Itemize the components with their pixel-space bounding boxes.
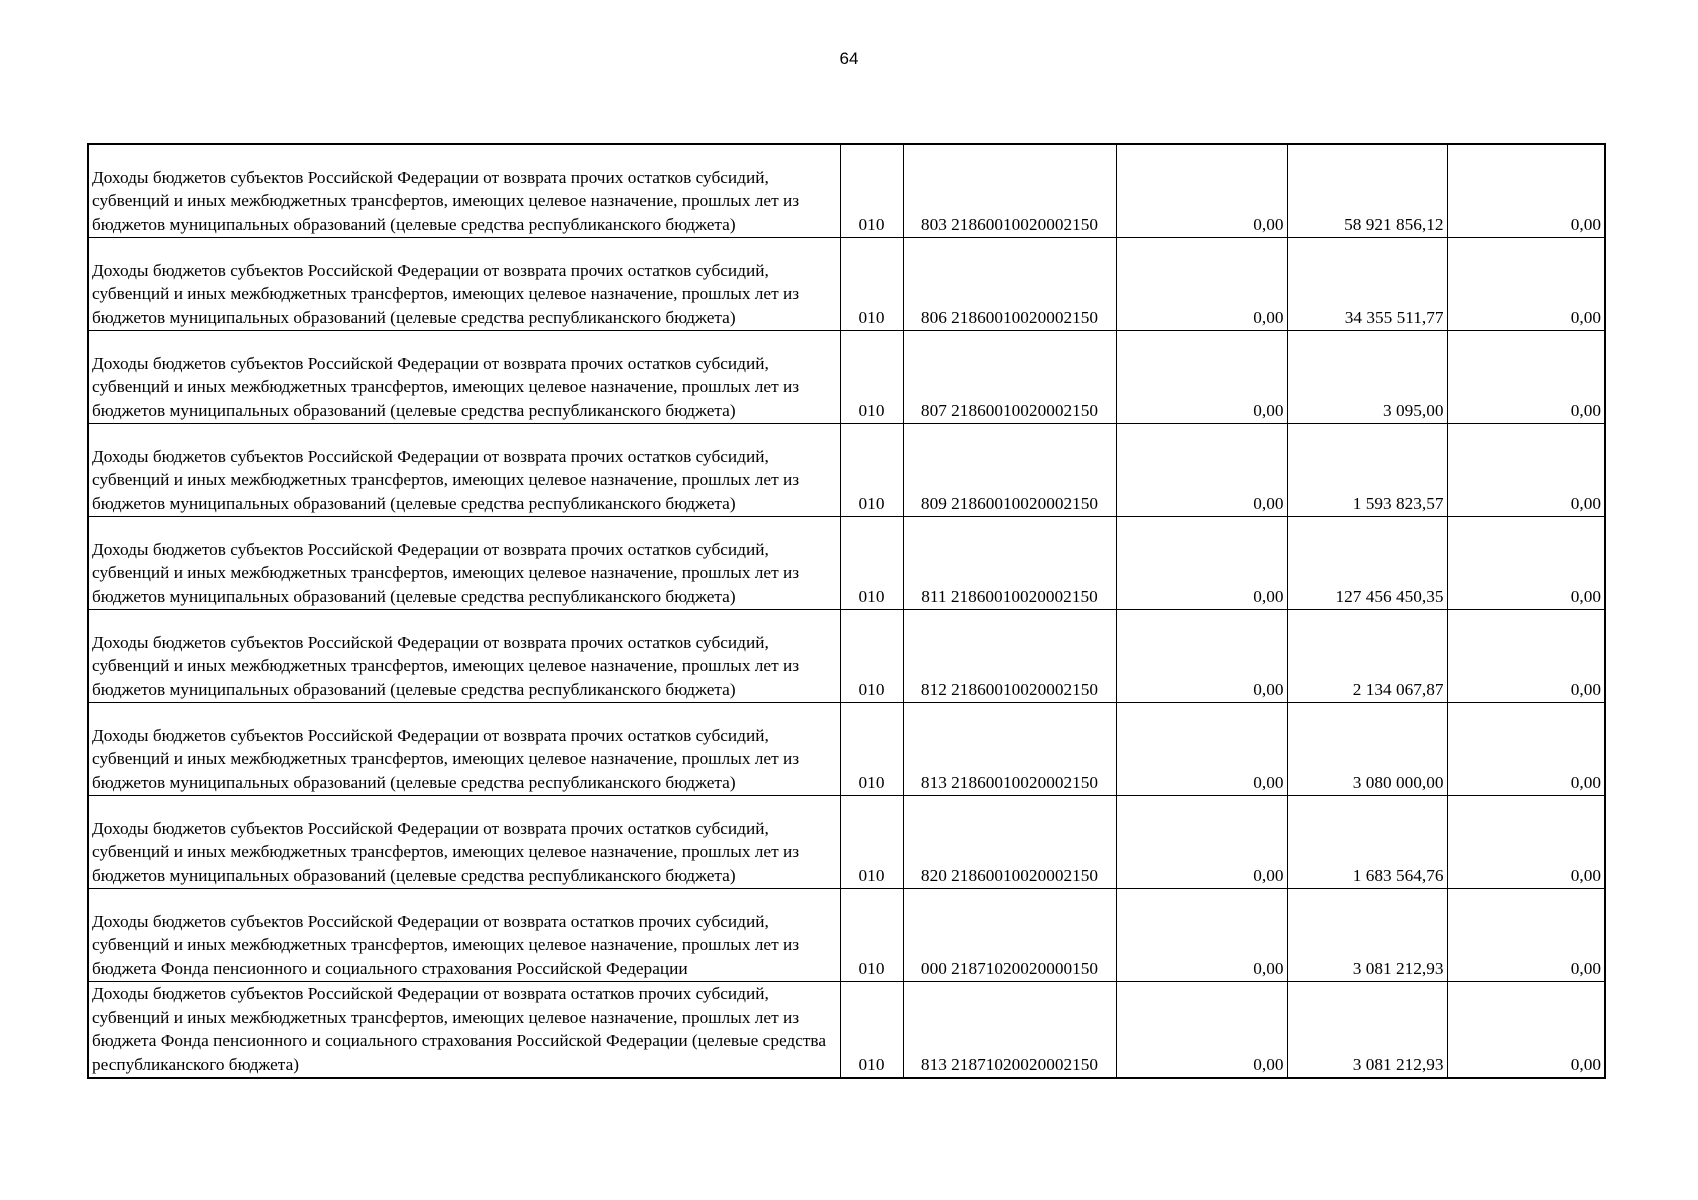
amount-1-cell: 0,00 xyxy=(1116,517,1287,610)
income-name-cell: Доходы бюджетов субъектов Российской Федерации от возврата прочих остатков субсидий, субвенций и иных межбюджетных трансфертов, имеющих целевое назначение, прошлых лет из бюджетов муниципальных образований (целевые средства республиканского бюджета) xyxy=(88,331,840,424)
amount-3-cell: 0,00 xyxy=(1447,238,1605,331)
kbk-code-cell: 813 21871020020002150 xyxy=(903,982,1116,1079)
amount-1-cell: 0,00 xyxy=(1116,703,1287,796)
amount-2-cell: 1 593 823,57 xyxy=(1287,424,1447,517)
amount-3-cell: 0,00 xyxy=(1447,703,1605,796)
income-name-cell: Доходы бюджетов субъектов Российской Федерации от возврата остатков прочих субсидий, субвенций и иных межбюджетных трансфертов, имеющих целевое назначение, прошлых лет из бюджета Фонда пенсионного и социального страхования Российской Федерации (целевые средства республиканского бюджета) xyxy=(88,982,840,1079)
table-row xyxy=(88,982,1605,1079)
amount-3-cell: 0,00 xyxy=(1447,144,1605,238)
budget-income-table xyxy=(87,143,1606,1079)
income-name-cell: Доходы бюджетов субъектов Российской Федерации от возврата прочих остатков субсидий, субвенций и иных межбюджетных трансфертов, имеющих целевое назначение, прошлых лет из бюджетов муниципальных образований (целевые средства республиканского бюджета) xyxy=(88,703,840,796)
line-code-cell: 010 xyxy=(840,517,903,610)
amount-3-cell: 0,00 xyxy=(1447,331,1605,424)
income-name-cell: Доходы бюджетов субъектов Российской Федерации от возврата прочих остатков субсидий, субвенций и иных межбюджетных трансфертов, имеющих целевое назначение, прошлых лет из бюджетов муниципальных образований (целевые средства республиканского бюджета) xyxy=(88,610,840,703)
income-name-cell: Доходы бюджетов субъектов Российской Федерации от возврата прочих остатков субсидий, субвенций и иных межбюджетных трансфертов, имеющих целевое назначение, прошлых лет из бюджетов муниципальных образований (целевые средства республиканского бюджета) xyxy=(88,517,840,610)
line-code-cell: 010 xyxy=(840,238,903,331)
line-code-cell: 010 xyxy=(840,982,903,1079)
line-code-cell: 010 xyxy=(840,610,903,703)
kbk-code-cell: 803 21860010020002150 xyxy=(903,144,1116,238)
amount-2-cell: 3 081 212,93 xyxy=(1287,982,1447,1079)
table-row xyxy=(88,144,1605,238)
table-row xyxy=(88,238,1605,331)
income-name-cell: Доходы бюджетов субъектов Российской Федерации от возврата остатков прочих субсидий, субвенций и иных межбюджетных трансфертов, имеющих целевое назначение, прошлых лет из бюджета Фонда пенсионного и социального страхования Российской Федерации xyxy=(88,889,840,982)
amount-1-cell: 0,00 xyxy=(1116,424,1287,517)
amount-3-cell: 0,00 xyxy=(1447,982,1605,1079)
kbk-code-cell: 000 21871020020000150 xyxy=(903,889,1116,982)
amount-1-cell: 0,00 xyxy=(1116,238,1287,331)
table-row xyxy=(88,703,1605,796)
amount-3-cell: 0,00 xyxy=(1447,889,1605,982)
table-row xyxy=(88,424,1605,517)
amount-2-cell: 3 095,00 xyxy=(1287,331,1447,424)
amount-3-cell: 0,00 xyxy=(1447,796,1605,889)
income-name-cell: Доходы бюджетов субъектов Российской Федерации от возврата прочих остатков субсидий, субвенций и иных межбюджетных трансфертов, имеющих целевое назначение, прошлых лет из бюджетов муниципальных образований (целевые средства республиканского бюджета) xyxy=(88,796,840,889)
line-code-cell: 010 xyxy=(840,331,903,424)
kbk-code-cell: 807 21860010020002150 xyxy=(903,331,1116,424)
table-row xyxy=(88,331,1605,424)
page-number: 64 xyxy=(839,49,859,68)
amount-1-cell: 0,00 xyxy=(1116,982,1287,1079)
kbk-code-cell: 809 21860010020002150 xyxy=(903,424,1116,517)
income-name-cell: Доходы бюджетов субъектов Российской Федерации от возврата прочих остатков субсидий, субвенций и иных межбюджетных трансфертов, имеющих целевое назначение, прошлых лет из бюджетов муниципальных образований (целевые средства республиканского бюджета) xyxy=(88,424,840,517)
kbk-code-cell: 820 21860010020002150 xyxy=(903,796,1116,889)
amount-3-cell: 0,00 xyxy=(1447,424,1605,517)
amount-1-cell: 0,00 xyxy=(1116,144,1287,238)
amount-3-cell: 0,00 xyxy=(1447,517,1605,610)
amount-2-cell: 34 355 511,77 xyxy=(1287,238,1447,331)
amount-2-cell: 58 921 856,12 xyxy=(1287,144,1447,238)
amount-2-cell: 1 683 564,76 xyxy=(1287,796,1447,889)
amount-1-cell: 0,00 xyxy=(1116,610,1287,703)
line-code-cell: 010 xyxy=(840,144,903,238)
amount-2-cell: 3 081 212,93 xyxy=(1287,889,1447,982)
amount-2-cell: 3 080 000,00 xyxy=(1287,703,1447,796)
table-row xyxy=(88,517,1605,610)
amount-2-cell: 2 134 067,87 xyxy=(1287,610,1447,703)
line-code-cell: 010 xyxy=(840,424,903,517)
kbk-code-cell: 806 21860010020002150 xyxy=(903,238,1116,331)
amount-2-cell: 127 456 450,35 xyxy=(1287,517,1447,610)
amount-1-cell: 0,00 xyxy=(1116,796,1287,889)
line-code-cell: 010 xyxy=(840,889,903,982)
table-row xyxy=(88,796,1605,889)
kbk-code-cell: 812 21860010020002150 xyxy=(903,610,1116,703)
kbk-code-cell: 811 21860010020002150 xyxy=(903,517,1116,610)
line-code-cell: 010 xyxy=(840,703,903,796)
line-code-cell: 010 xyxy=(840,796,903,889)
kbk-code-cell: 813 21860010020002150 xyxy=(903,703,1116,796)
income-name-cell: Доходы бюджетов субъектов Российской Федерации от возврата прочих остатков субсидий, субвенций и иных межбюджетных трансфертов, имеющих целевое назначение, прошлых лет из бюджетов муниципальных образований (целевые средства республиканского бюджета) xyxy=(88,238,840,331)
table-row xyxy=(88,610,1605,703)
income-name-cell: Доходы бюджетов субъектов Российской Федерации от возврата прочих остатков субсидий, субвенций и иных межбюджетных трансфертов, имеющих целевое назначение, прошлых лет из бюджетов муниципальных образований (целевые средства республиканского бюджета) xyxy=(88,144,840,238)
amount-1-cell: 0,00 xyxy=(1116,331,1287,424)
amount-3-cell: 0,00 xyxy=(1447,610,1605,703)
table-row xyxy=(88,889,1605,982)
amount-1-cell: 0,00 xyxy=(1116,889,1287,982)
